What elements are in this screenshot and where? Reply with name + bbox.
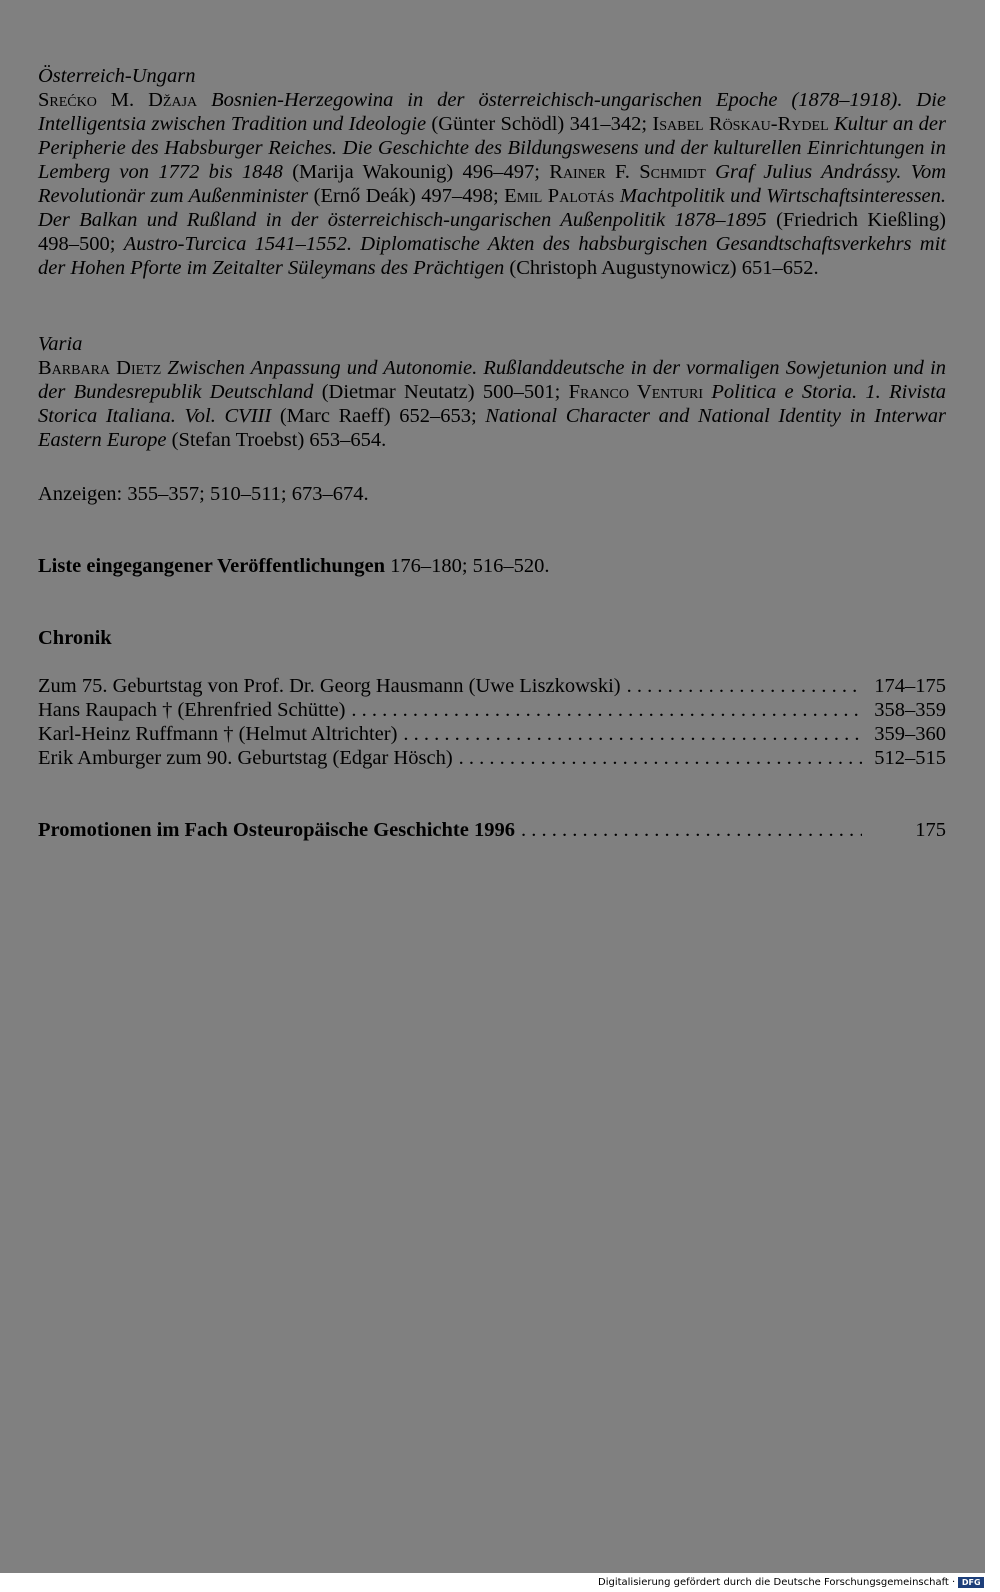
review-reference: (Ernő Deák) 497–498;: [313, 185, 499, 207]
toc-entry-text: Karl-Heinz Ruffmann † (Helmut Altrichter): [38, 723, 398, 745]
review-author: Emil Palotás: [504, 185, 615, 207]
section-heading: Varia: [38, 333, 83, 355]
dot-leader: [397, 722, 862, 746]
review-title: Austro-Turcica 1541–1552. Diplomatische Akten des habsburgischen Gesandtschaftsverkehrs mit der Hohen Pforte im Zeitalter Süleymans des Prächtigen: [38, 233, 946, 279]
promotionen-pages: 175: [915, 819, 946, 841]
review-title: Machtpolitik und Wirtschaftsinteressen. Der Balkan und Rußland in der österreichisch-ungarischen Außenpolitik 1878–1895: [38, 185, 947, 231]
review-title: Zwischen Anpassung und Autonomie. Rußlanddeutsche in der vormaligen Sowjetunion und in der Bundesrepublik Deutschland: [38, 357, 947, 403]
review-title: Politica e Storia. 1. Rivista Storica Italiana. Vol. CVIII: [38, 381, 947, 427]
chronik-list: [38, 674, 946, 770]
toc-entry-pages: 512–515: [874, 747, 946, 769]
review-paragraph: [38, 356, 946, 452]
review-reference: (Christoph Augustynowicz) 651–652.: [509, 257, 819, 279]
promotionen-list: [38, 818, 946, 842]
toc-row: [38, 698, 946, 722]
review-title: Graf Julius Andrássy. Vom Revolutionär zum Außenminister: [38, 161, 947, 207]
review-title: Bosnien-Herzegowina in der österreichisch-ungarischen Epoche (1878–1918). Die Intelligentsia zwischen Tradition und Ideologie: [38, 89, 947, 135]
review-reference: (Stefan Troebst) 653–654.: [171, 429, 387, 451]
promotionen-label: Promotionen im Fach Osteuropäische Geschichte 1996: [38, 819, 515, 841]
liste-pages: 176–180; 516–520.: [390, 555, 550, 577]
toc-entry-pages: 358–359: [874, 699, 946, 721]
section-oesterreich-ungarn: [38, 64, 946, 280]
toc-entry-pages: 174–175: [874, 675, 946, 697]
review-reference: (Dietmar Neutatz) 500–501;: [321, 381, 561, 403]
toc-entry-text: Erik Amburger zum 90. Geburtstag (Edgar Hösch): [38, 747, 453, 769]
toc-entry-text: Hans Raupach † (Ehrenfried Schütte): [38, 699, 346, 721]
liste-line: [38, 554, 946, 578]
review-title: Kultur an der Peripherie des Habsburger Reiches. Die Geschichte des Bildungswesens und der kulturellen Einrichtungen in Lemberg von 1772 bis 1848: [38, 113, 947, 183]
review-author: Isabel Röskau-Rydel: [652, 113, 829, 135]
review-reference: (Friedrich Kießling) 498–500;: [38, 209, 946, 255]
section-varia: [38, 332, 946, 452]
review-author: Rainer F. Schmidt: [549, 161, 706, 183]
toc-entry-text: Zum 75. Geburtstag von Prof. Dr. Georg Hausmann (Uwe Liszkowski): [38, 675, 621, 697]
footer-text: Digitalisierung gefördert durch die Deutsche Forschungsgemeinschaft ·: [598, 1577, 956, 1588]
toc-row: [38, 746, 946, 770]
dot-leader: [515, 818, 862, 842]
dot-leader: [621, 674, 862, 698]
anzeigen-line: Anzeigen: 355–357; 510–511; 673–674.: [38, 483, 369, 505]
dot-leader: [345, 698, 862, 722]
section-heading: Österreich-Ungarn: [38, 65, 196, 87]
review-author: Srećko M. Džaja: [38, 89, 198, 111]
toc-entry-pages: 359–360: [874, 723, 946, 745]
section-chronik: [38, 626, 946, 650]
toc-row: [38, 818, 946, 842]
section-heading: Chronik: [38, 627, 112, 649]
toc-row: [38, 674, 946, 698]
dfg-logo-icon: DFG: [958, 1577, 984, 1588]
review-author: Franco Venturi: [568, 381, 704, 403]
toc-row: [38, 722, 946, 746]
dot-leader: [453, 746, 862, 770]
review-reference: (Marija Wakounig) 496–497;: [292, 161, 540, 183]
review-paragraph: [38, 88, 946, 280]
review-author: Barbara Dietz: [38, 357, 162, 379]
digitization-footer: [598, 1576, 984, 1590]
review-title: National Character and National Identity in Interwar Eastern Europe: [38, 405, 947, 451]
review-reference: (Marc Raeff) 652–653;: [279, 405, 477, 427]
review-reference: (Günter Schödl) 341–342;: [431, 113, 648, 135]
liste-label: Liste eingegangener Veröffentlichungen: [38, 555, 385, 577]
